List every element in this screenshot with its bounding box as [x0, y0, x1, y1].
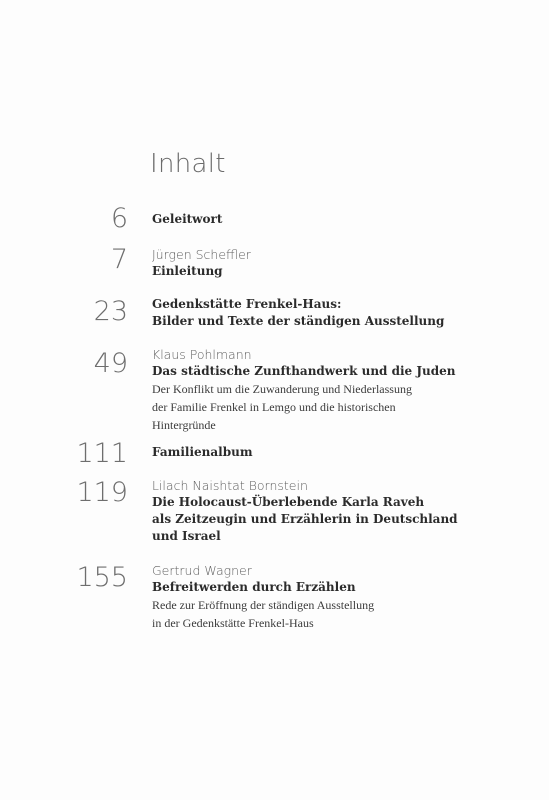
entry-description: Der Konflikt um die Zuwanderung und Niederlassung — [152, 382, 412, 396]
entry-body — [152, 562, 532, 632]
entry-description: Hintergründe — [152, 418, 216, 432]
entry-author: Klaus Pohlmann — [152, 347, 252, 362]
entry-body — [152, 296, 532, 330]
page-number: 49 — [93, 348, 128, 379]
entry-body — [152, 246, 532, 280]
page-number: 111 — [76, 438, 128, 469]
page-number: 119 — [76, 477, 128, 508]
entry-body — [152, 444, 532, 461]
entry-title: Geleitwort — [152, 212, 223, 226]
entry-author: Lilach Naishtat Bornstein — [152, 478, 308, 493]
page-number: 7 — [110, 244, 128, 275]
entry-body — [152, 211, 532, 228]
page-number: 6 — [110, 203, 128, 234]
entry-title: Bilder und Texte der ständigen Ausstellung — [152, 314, 445, 328]
entry-title: und Israel — [152, 529, 221, 543]
entry-description: Rede zur Eröffnung der ständigen Ausstellung — [152, 598, 375, 612]
entry-title: Familienalbum — [152, 445, 253, 459]
entry-author: Gertrud Wagner — [152, 563, 252, 578]
entry-title: Gedenkstätte Frenkel-Haus: — [152, 297, 342, 311]
entry-title: Befreitwerden durch Erzählen — [152, 580, 356, 594]
entry-title: Das städtische Zunfthandwerk und die Juden — [152, 364, 456, 378]
entry-body — [152, 477, 532, 545]
entry-title: als Zeitzeugin und Erzählerin in Deutschland — [152, 512, 458, 526]
entry-title: Einleitung — [152, 264, 223, 278]
entry-body — [152, 346, 532, 434]
entry-description: der Familie Frenkel in Lemgo und die historischen — [152, 400, 396, 414]
page-title: Inhalt — [150, 149, 226, 179]
entry-description: in der Gedenkstätte Frenkel-Haus — [152, 616, 314, 630]
entry-author: Jürgen Scheffler — [152, 247, 251, 262]
page-number: 23 — [93, 296, 128, 327]
entry-title: Die Holocaust-Überlebende Karla Raveh — [152, 495, 425, 509]
page-number: 155 — [76, 562, 128, 593]
